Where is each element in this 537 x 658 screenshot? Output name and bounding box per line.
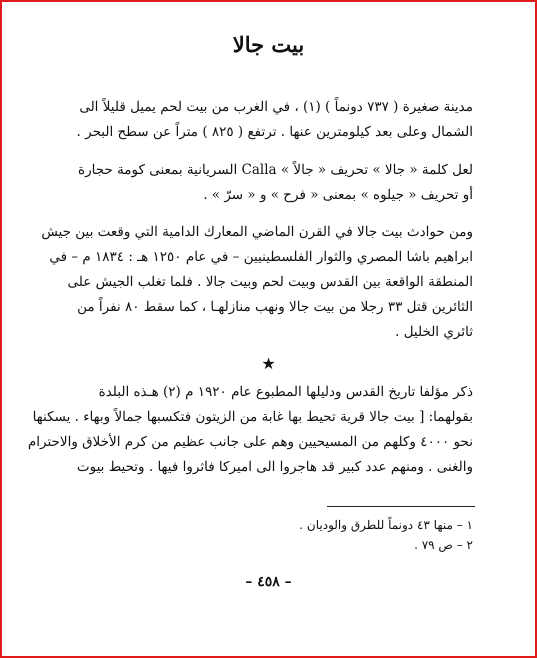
document-page — [2, 2, 535, 656]
paragraph-history — [41, 220, 473, 345]
text-line: ومن حوادث بيت جالا في القرن الماضي المعارك الدامية التي وقعت بين جيش — [41, 224, 473, 240]
text-line: والغنى . ومنهم عدد كبير قد هاجروا الى اميركا فاثروا فيها . وتحيط بيوت — [76, 459, 473, 475]
footnote-1: ١ – منها ٤٣ دونماً للطرق والوديان . — [299, 518, 473, 532]
text-line: ثائري الخليل . — [395, 324, 473, 340]
text-line: بقولهما: [ بيت جالا قرية تحيط بها غابة من الزيتون فتكسبها جمالاً وبهاء . يسكنها — [32, 409, 473, 425]
paragraph-guidebook — [27, 380, 473, 480]
footnote-divider — [327, 506, 475, 507]
text-line: الثائرين قتل ٣٣ رجلا من بيت جالا ونهب منازلهـا ، كما سقط ٨٠ نفراً من — [77, 299, 473, 315]
text-line: ابراهيم باشا المصري والثوار الفلسطينيين – في عام ١٢٥٠ هـ : ١٨٣٤ م – في — [49, 249, 473, 265]
text-line: الشمال وعلى بعد كيلومترين عنها . ترتفع ( ٨٢٥ ) متراً عن سطح البحر . — [76, 124, 473, 140]
text-line: مدينة صغيرة ( ٧٣٧ دونماً ) (١) ، في الغرب من بيت لحم يميل قليلاً الى — [79, 99, 473, 115]
page-number: – ٤٥٨ – — [245, 574, 292, 590]
paragraph-intro — [57, 95, 473, 145]
text-line: ذكر مؤلفا تاريخ القدس ودليلها المطبوع عام ١٩٢٠ م (٢) هـذه البلدة — [98, 384, 473, 400]
text-line: نحو ٤٠٠٠ وكلهم من المسيحيين وهم على جانب عظيم من كرم الأخلاق والاحترام — [27, 434, 473, 450]
footnote-2: ٢ – ص ٧٩ . — [414, 538, 473, 552]
page-title: بيت جالا — [232, 32, 305, 57]
footnotes — [173, 515, 473, 555]
section-separator-star-icon: ★ — [261, 354, 276, 373]
text-line: المنطقة الواقعة بين القدس وبيت لحم وبيت جالا . فلما تغلب الجيش على — [67, 274, 473, 290]
paragraph-etymology — [57, 158, 473, 208]
text-line: لعل كلمة « جالا » تحريف « جالاً » Calla السريانية بمعنى كومة حجارة — [78, 162, 473, 178]
text-line: أو تحريف « جيلوه » بمعنى « فرح » و « سرّ » . — [203, 187, 473, 203]
